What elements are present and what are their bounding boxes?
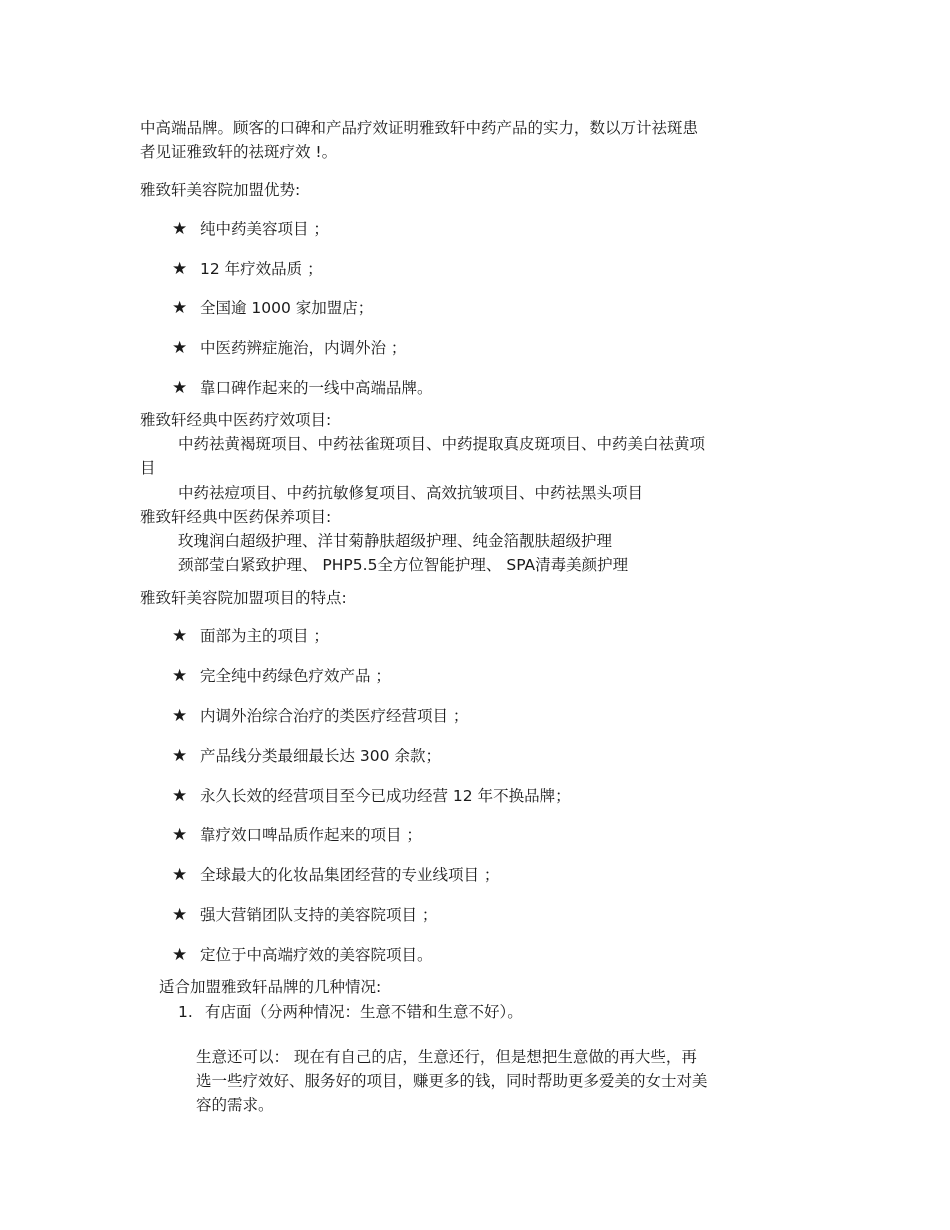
treatments-line-1: 中药祛黄褐斑项目、中药祛雀斑项目、中药提取真皮斑项目、中药美白祛黄项: [178, 435, 706, 453]
star-icon: ★: [172, 219, 188, 239]
advantages-heading: 雅致轩美容院加盟优势:: [140, 181, 301, 199]
situation-item-text: 有店面（分两种情况：生意不错和生意不好）。: [205, 1003, 523, 1021]
features-heading: 雅致轩美容院加盟项目的特点:: [140, 589, 347, 607]
situation-para-line-3: 容的需求。: [196, 1096, 274, 1114]
star-icon: ★: [172, 746, 188, 766]
situation-para-line-2: 选一些疗效好、服务好的项目，赚更多的钱，同时帮助更多爱美的女士对美: [196, 1072, 708, 1090]
feature-item: 内调外治综合治疗的类医疗经营项目 ；: [200, 707, 469, 725]
intro-line-1: 中高端品牌。顾客的口碑和产品疗效证明雅致轩中药产品的实力，数以万计祛斑患: [140, 119, 699, 137]
feature-item: 完全纯中药绿色疗效产品 ；: [200, 667, 391, 685]
care-heading: 雅致轩经典中医药保养项目:: [140, 508, 332, 526]
care-line-1: 玫瑰润白超级护理、洋甘菊静肤超级护理、纯金箔靓肤超级护理: [178, 532, 613, 550]
star-icon: ★: [172, 378, 188, 398]
star-icon: ★: [172, 865, 188, 885]
feature-item: 靠疗效口啤品质作起来的项目 ；: [200, 826, 422, 844]
star-icon: ★: [172, 259, 188, 279]
star-icon: ★: [172, 338, 188, 358]
star-icon: ★: [172, 905, 188, 925]
advantage-item: 靠口碑作起来的一线中高端品牌。: [200, 379, 433, 397]
treatments-line-1-wrap: 目: [140, 459, 156, 477]
star-icon: ★: [172, 298, 188, 318]
star-icon: ★: [172, 706, 188, 726]
feature-item: 永久长效的经营项目至今已成功经营 12 年不换品牌；: [200, 787, 571, 805]
situation-para-line-1: 生意还可以： 现在有自己的店，生意还行，但是想把生意做的再大些，再: [196, 1048, 697, 1066]
star-icon: ★: [172, 786, 188, 806]
advantage-item: 中医药辨症施治，内调外治 ；: [200, 339, 407, 357]
advantage-item: 纯中药美容项目 ；: [200, 220, 329, 238]
feature-item: 全球最大的化妆品集团经营的专业线项目 ；: [200, 866, 500, 884]
feature-item: 面部为主的项目 ；: [200, 627, 329, 645]
feature-item: 定位于中高端疗效的美容院项目。: [200, 946, 433, 964]
feature-item: 强大营销团队支持的美容院项目 ；: [200, 906, 438, 924]
feature-item: 产品线分类最细最长达 300 余款；: [200, 747, 441, 765]
star-icon: ★: [172, 626, 188, 646]
advantage-item: 12 年疗效品质 ；: [200, 260, 323, 278]
star-icon: ★: [172, 666, 188, 686]
intro-line-2: 者见证雅致轩的祛斑疗效 !。: [140, 143, 338, 161]
star-icon: ★: [172, 825, 188, 845]
treatments-line-2: 中药祛痘项目、中药抗敏修复项目、高效抗皱项目、中药祛黑头项目: [178, 484, 644, 502]
situation-item-number: 1.: [178, 1003, 193, 1021]
situations-heading: 适合加盟雅致轩品牌的几种情况:: [159, 978, 382, 996]
care-line-2: 颈部莹白紧致护理、 PHP5.5全方位智能护理、 SPA清毒美颜护理: [178, 556, 629, 574]
advantage-item: 全国逾 1000 家加盟店；: [200, 299, 374, 317]
star-icon: ★: [172, 945, 188, 965]
treatments-heading: 雅致轩经典中医药疗效项目:: [140, 411, 332, 429]
